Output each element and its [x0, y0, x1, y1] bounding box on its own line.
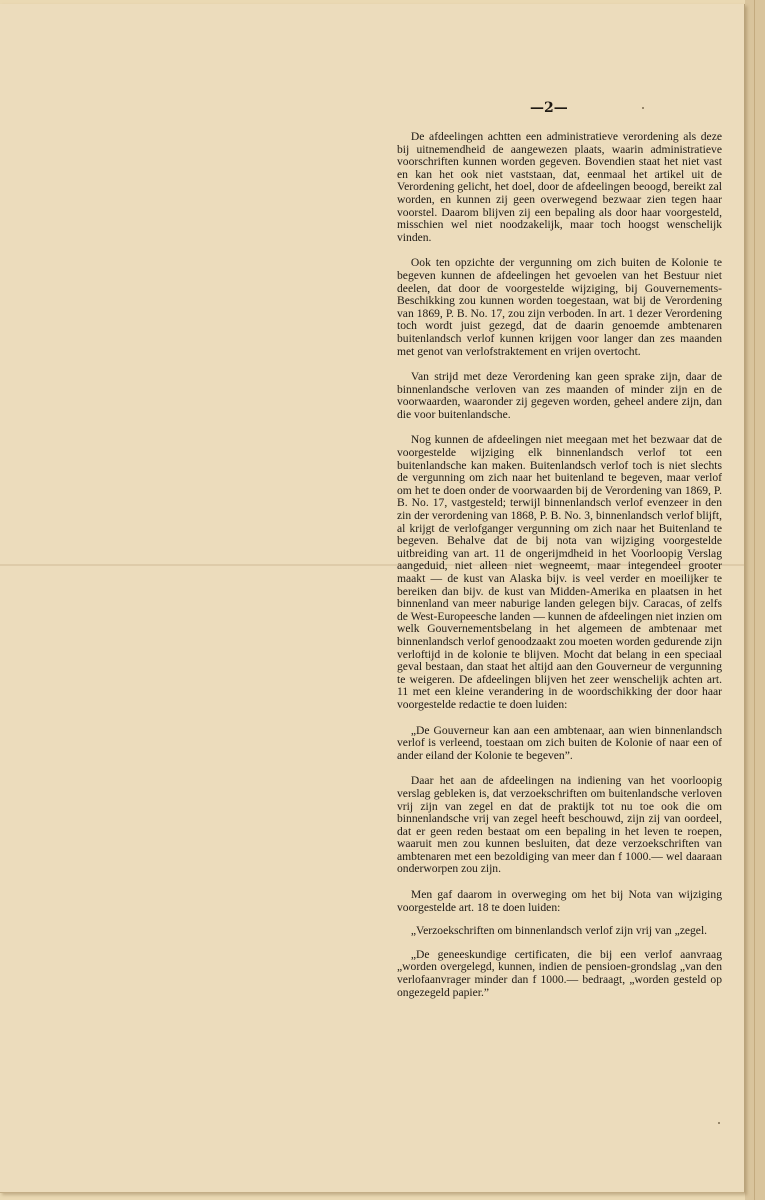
paper-speck — [642, 107, 644, 109]
paragraph-5: Daar het aan de afdeelingen na indiening van het voorloopig verslag gebleken is, dat verzoekschriften om buitenlandsche verloven vrij zijn van zegel en dat de praktijk tot nu toe ook die om binnenlandsche vrij van zegel heeft beschouwd, zijn zij van oordeel, dat er geen reden bestaat om een bepaling in het leven te roepen, waaruit men zou kunnen besluiten, dat deze verzoekschriften van ambtenaren met een bezoldiging van meer dan f 1000.— wel daaraan onderworpen zou zijn. — [397, 774, 722, 876]
page-edge-line — [754, 0, 755, 1200]
page-edge — [745, 0, 765, 1200]
paragraph-6: Men gaf daarom in overweging om het bij Nota van wijziging voorgestelde art. 18 te doen luiden: — [397, 888, 722, 914]
paper-speck — [718, 1122, 720, 1124]
quoted-article-18-part-2: „De geneeskundige certificaten, die bij een verlof aanvraag „worden overgelegd, kunnen, indien de pensioen-grondslag „van den verlofaanvrager minder dan f 1000.— bedraagt, „worden gesteld op ongezegeld papier.” — [397, 947, 722, 999]
paragraph-2: Ook ten opzichte der vergunning om zich buiten de Kolonie te begeven kunnen de afdeelingen het gevoelen van het Bestuur niet deelen, dat door de voorgestelde wijziging, bij Gouvernements-Beschikking zou kunnen worden toegestaan, wat bij de Verordening van 1869, P. B. No. 17, zou zijn verboden. In art. 1 dezer Verordening toch wordt juist gezegd, dat de daarin genoemde ambtenaren buitenlandsch verlof kunnen krijgen voor langer dan zes maanden met genot van verlofstraktement en vrijen overtocht. — [397, 256, 722, 358]
paragraph-4: Nog kunnen de afdeelingen niet meegaan met het bezwaar dat de voorgestelde wijziging elk binnenlandsch verlof tot een buitenlandsche kan maken. Buitenlandsch verlof toch is niet slechts de vergunning om zich naar het buitenland te begeven, maar verlof om het te doen onder de voorwaarden bij de Verordening van 1869, P. B. No. 17, vastgesteld; terwijl binnenlandsch verlof evenzeer in den zin der verordening van 1868, P. B. No. 3, binnenlandsch verlof blijft, al krijgt de verlofganger vergunning om zich naar het Buitenland te begeven. Behalve dat de bij nota van wijziging voorgestelde uitbreiding van art. 11 de ongerijmdheid in het Voorloopig Verslag aangeduid, niet alleen niet wegneemt, maar integendeel grooter maakt — de kust van Alaska bijv. is veel verder en moeilijker te bereiken dan bijv. de kust van Midden-Amerika en plaatsen in het binnenland van meer naburige landen gelegen bijv. Caracas, of zelfs de West-Europeesche landen — kunnen de afdeelingen niet inzien om welk Gouvernementsbelang in het algemeen de ambtenaar met binnenlandsch verlof genoodzaakt zou moeten worden gedurende zijn verloftijd in de kolonie te blijven. Mocht dat belang in een speciaal geval bestaan, dan staat het altijd aan den Gouverneur de vergunning te weigeren. De afdeelingen blijven het zeer wenschelijk achten art. 11 met een kleine verandering in de woordschikking der door haar voorgestelde redactie te doen luiden: — [397, 433, 722, 711]
page-number: —2— — [530, 100, 568, 116]
paragraph-1: De afdeelingen achtten een administratieve verordening als deze bij uitnemendheid de aangewezen plaats, waarin administratieve voorschriften kunnen worden gegeven. Bovendien staat het niet vast en kan het ook niet vaststaan, dat, eenmaal het artikel uit de Verordening gelicht, het doel, door de afdeelingen beoogd, bereikt zal worden, en kunnen zij geen overwegend bezwaar zien tegen haar voorstel. Daarom blijven zij een bepaling als door haar voorgesteld, misschien wel niet noodzakelijk, maar toch hoogst wenschelijk vinden. — [397, 130, 722, 244]
text-column — [397, 131, 722, 1012]
quoted-article-18-part-1: „Verzoekschriften om binnenlandsch verlof zijn vrij van „zegel. — [410, 924, 708, 938]
paragraph-3: Van strijd met deze Verordening kan geen sprake zijn, daar de binnenlandsche verloven van zes maanden of minder zijn en de voorwaarden, waaronder zij gegeven worden, geheel andere zijn, dan die voor buitenlandsche. — [397, 370, 722, 421]
quoted-article-11: „De Gouverneur kan aan een ambtenaar, aan wien binnenlandsch verlof is verleend, toestaan om zich buiten de Kolonie of naar een of ander eiland der Kolonie te begeven”. — [397, 723, 722, 762]
